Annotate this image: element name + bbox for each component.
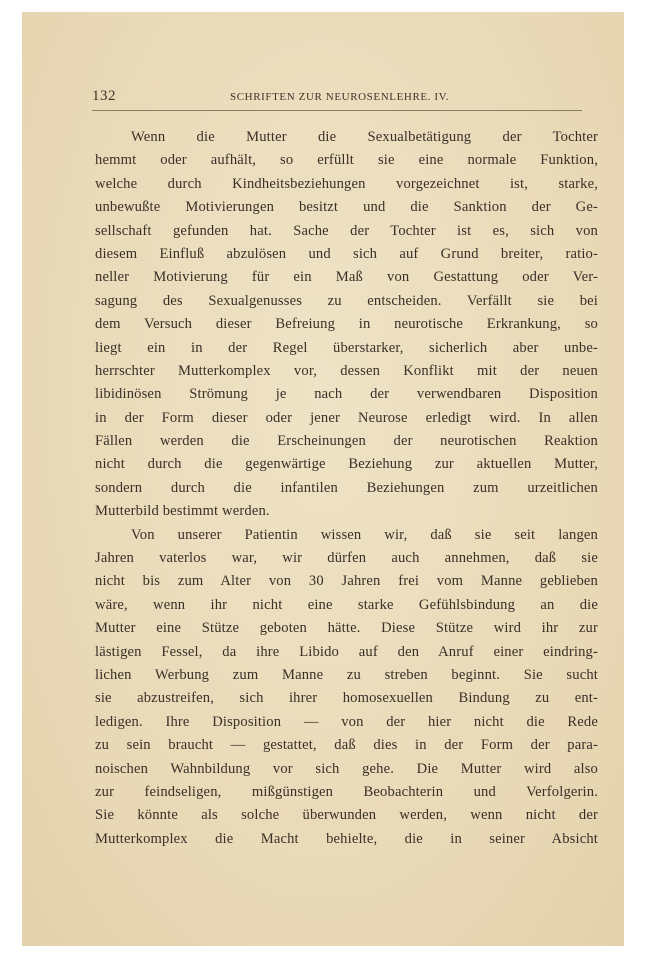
paragraph-1-line: dem Versuch dieser Befreiung in neurotische Erkrankung, so	[95, 316, 598, 333]
paragraph-1-line: nicht durch die gegenwärtige Beziehung zur aktuellen Mutter,	[95, 456, 598, 473]
paragraph-2-line: Mutter eine Stütze geboten hätte. Diese Stütze wird ihr zur	[95, 620, 598, 637]
paragraph-2-line: noischen Wahnbildung vor sich gehe. Die Mutter wird also	[95, 760, 598, 777]
paragraph-2-line: sie abzustreifen, sich ihrer homosexuellen Bindung zu ent-	[95, 690, 598, 707]
paragraph-2-line: Von unserer Patientin wissen wir, daß sie seit langen	[131, 526, 598, 543]
paragraph-1-line: sellschaft gefunden hat. Sache der Tochter ist es, sich von	[95, 222, 598, 239]
paragraph-1-line: herrschter Mutterkomplex vor, dessen Konflikt mit der neuen	[95, 362, 598, 379]
paragraph-1-line: Wenn die Mutter die Sexualbetätigung der Tochter	[131, 129, 598, 145]
paragraph-1-line: in der Form dieser oder jener Neurose erledigt wird. In allen	[95, 409, 598, 426]
paragraph-2-line: lichen Werbung zum Manne zu streben beginnt. Sie sucht	[95, 666, 598, 683]
paragraph-1-line: diesem Einfluß abzulösen und sich auf Grund breiter, ratio-	[95, 245, 598, 262]
paragraph-1-line: Fällen werden die Erscheinungen der neurotischen Reaktion	[95, 433, 598, 450]
paragraph-1-line: unbewußte Motivierungen besitzt und die Sanktion der Ge-	[95, 199, 598, 216]
paragraph-1-line: welche durch Kindheitsbeziehungen vorgezeichnet ist, starke,	[95, 175, 598, 192]
paragraph-1-line: libidinösen Strömung je nach der verwendbaren Disposition	[95, 386, 598, 403]
page-number: 132	[92, 88, 116, 104]
paragraph-2-line: zu sein braucht — gestattet, daß dies in der Form der para-	[95, 737, 598, 754]
paragraph-2-line: wäre, wenn ihr nicht eine starke Gefühlsbindung an die	[95, 596, 598, 613]
paragraph-1-line: liegt ein in der Regel überstarker, sicherlich aber unbe-	[95, 339, 598, 356]
paragraph-1-line: hemmt oder aufhält, so erfüllt sie eine normale Funktion,	[95, 152, 598, 169]
paragraph-2-line: lästigen Fessel, da ihre Libido auf den Anruf einer eindring-	[95, 643, 598, 660]
paragraph-1-line: Mutterbild bestimmt werden.	[95, 503, 270, 520]
paragraph-2-line: Mutterkomplex die Macht behielte, die in seiner Absicht	[95, 830, 598, 847]
paragraph-2-line: nicht bis zum Alter von 30 Jahren frei vom Manne geblieben	[95, 573, 598, 590]
paragraph-2-line: ledigen. Ihre Disposition — von der hier nicht die Rede	[95, 713, 598, 730]
paragraph-1-line: sondern durch die infantilen Beziehungen zum urzeitlichen	[95, 479, 598, 496]
body-text	[95, 126, 598, 851]
paragraph-2-line: zur feindseligen, mißgünstigen Beobachterin und Verfolgerin.	[95, 783, 598, 800]
paragraph-2-line: Sie könnte als solche überwunden werden, wenn nicht der	[95, 807, 598, 824]
paragraph-1-line: sagung des Sexualgenusses zu entscheiden. Verfällt sie bei	[95, 292, 598, 309]
paragraph-1-line: neller Motivierung für ein Maß von Gestattung oder Ver-	[95, 269, 598, 286]
paragraph-2-line: Jahren vaterlos war, wir dürfen auch annehmen, daß sie	[95, 550, 598, 567]
running-header	[92, 88, 582, 111]
running-title: SCHRIFTEN ZUR NEUROSENLEHRE. IV.	[230, 91, 450, 103]
